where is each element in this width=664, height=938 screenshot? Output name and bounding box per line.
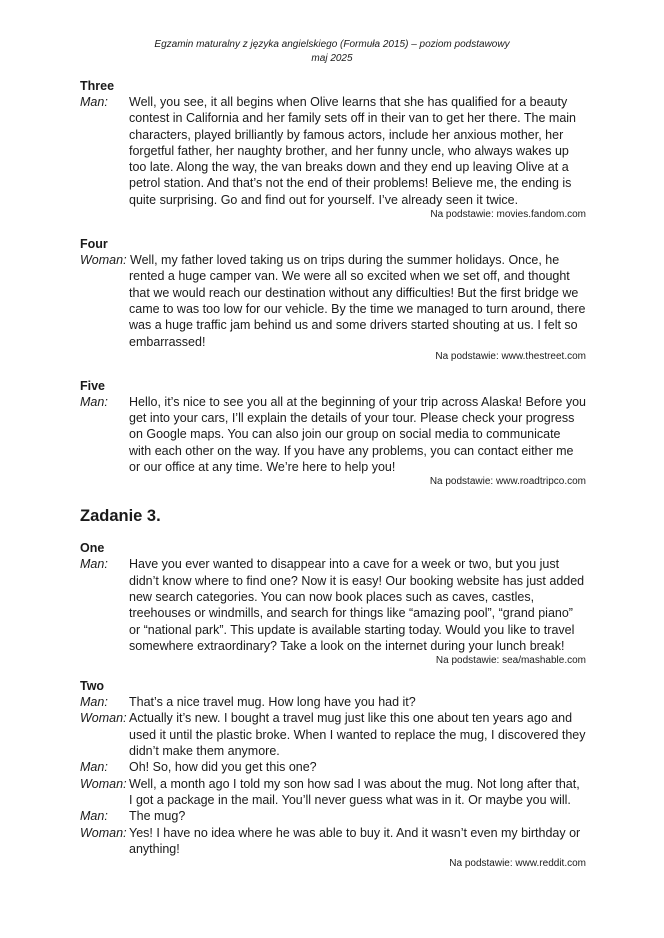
speaker-label: Woman: bbox=[80, 825, 127, 840]
speaker-label: Woman: bbox=[80, 776, 127, 791]
speaker-label: Man: bbox=[80, 760, 108, 775]
dialogue-line bbox=[80, 556, 586, 654]
dialogue-line bbox=[80, 825, 586, 858]
dialogue-line bbox=[80, 710, 586, 759]
dialogue-text: That’s a nice travel mug. How long have you had it? bbox=[129, 695, 416, 710]
speaker-label: Man: bbox=[80, 809, 108, 824]
section-five bbox=[80, 378, 586, 489]
section-title: Four bbox=[80, 237, 108, 252]
speaker-label: Woman: bbox=[80, 711, 127, 726]
section-title: Two bbox=[80, 679, 105, 694]
section-four bbox=[80, 236, 586, 364]
dialogue-line bbox=[80, 759, 586, 775]
speaker-label: Man: bbox=[80, 394, 108, 409]
source-note: Na podstawie: movies.fandom.com bbox=[430, 209, 586, 221]
dialogue-text: Oh! So, how did you get this one? bbox=[129, 760, 317, 775]
dialogue-text: Have you ever wanted to disappear into a cave for a week or two, but you just didn’t know where to find one? Now it is easy! Our booking website has just added new search categories. You can now book places such as caves, castles, treehouses or windmills, and search for things like “amazing pool”, “grand piano” or “national park”. This update is available starting today. Would you like to travel somewhere extraordinary? Take a look on the internet during your lunch break! bbox=[129, 557, 585, 653]
speaker-label: Man: bbox=[80, 95, 108, 109]
dialogue-text: Actually it’s new. I bought a travel mug just like this one about ten years ago and used it until the plastic broke. When I wanted to replace the mug, I discovered they didn’t make them anymore. bbox=[129, 711, 586, 759]
section-title: Three bbox=[80, 79, 115, 93]
exam-date: maj 2025 bbox=[311, 53, 353, 64]
dialogue-text: Hello, it’s nice to see you all at the beginning of your trip across Alaska! Before you get into your cars, I’ll explain the details of your tour. Please check your progress on Google maps. You can also join our group on social media to communicate with each other on the way. If you have any problems, you can contact either me or our office at any time. We’re here to help you! bbox=[129, 394, 586, 475]
section-title: Five bbox=[80, 378, 106, 393]
dialogue-line bbox=[80, 776, 586, 809]
exam-title: Egzamin maturalny z języka angielskiego (Formuła 2015) – poziom podstawowy bbox=[154, 39, 510, 50]
dialogue-text: Well, you see, it all begins when Olive learns that she has qualified for a beauty contest in California and her family sets off in their van to get her there. The main characters, played brilliantly by famous actors, include her anxious mother, her forgetful father, her naughty brother, and her funny uncle, who always wakes up too late. Along the way, the van breaks down and they end up leaving Olive at a petrol station. And that’s not the end of their problems! Believe me, the ending is quite surprising. Go and find out for yourself. I’ve already seen it twice. bbox=[129, 95, 576, 207]
speaker-label: Woman: bbox=[80, 253, 127, 268]
section-title: One bbox=[80, 541, 105, 556]
dialogue-text: Well, my father loved taking us on trips during the summer holidays. Once, he rented a huge camper van. We were all so excited when we set off, and thought that we would reach our destination without any difficulties! But the first bridge we came to was too low for our vehicle. By the time we managed to turn around, there was a huge traffic jam behind us and some drivers started shouting at us. I felt so embarrassed! bbox=[129, 253, 586, 349]
page-content bbox=[80, 78, 586, 871]
dialogue-text: Well, a month ago I told my son how sad I was about the mug. Not long after that, I got a package in the mail. You’ll never guess what was in it. Or maybe you will. bbox=[129, 776, 580, 807]
page-header bbox=[0, 38, 664, 66]
source-note: Na podstawie: www.roadtripco.com bbox=[429, 476, 586, 488]
source-note: Na podstawie: www.reddit.com bbox=[449, 858, 586, 870]
dialogue-line bbox=[80, 94, 586, 208]
speaker-label: Man: bbox=[80, 557, 108, 572]
task3-one bbox=[80, 540, 586, 668]
dialogue-line bbox=[80, 808, 586, 824]
dialogue-line bbox=[80, 394, 586, 475]
task3-two bbox=[80, 678, 586, 871]
speaker-label: Man: bbox=[80, 695, 108, 710]
source-note: Na podstawie: www.thestreet.com bbox=[435, 350, 586, 362]
dialogue-text: The mug? bbox=[129, 809, 186, 824]
section-three bbox=[80, 78, 586, 222]
source-note: Na podstawie: sea/mashable.com bbox=[435, 655, 586, 667]
dialogue-line bbox=[80, 694, 586, 710]
dialogue-text: Yes! I have no idea where he was able to buy it. And it wasn’t even my birthday or anything! bbox=[129, 825, 581, 856]
task-heading: Zadanie 3. bbox=[80, 507, 161, 526]
dialogue-line bbox=[80, 252, 586, 350]
